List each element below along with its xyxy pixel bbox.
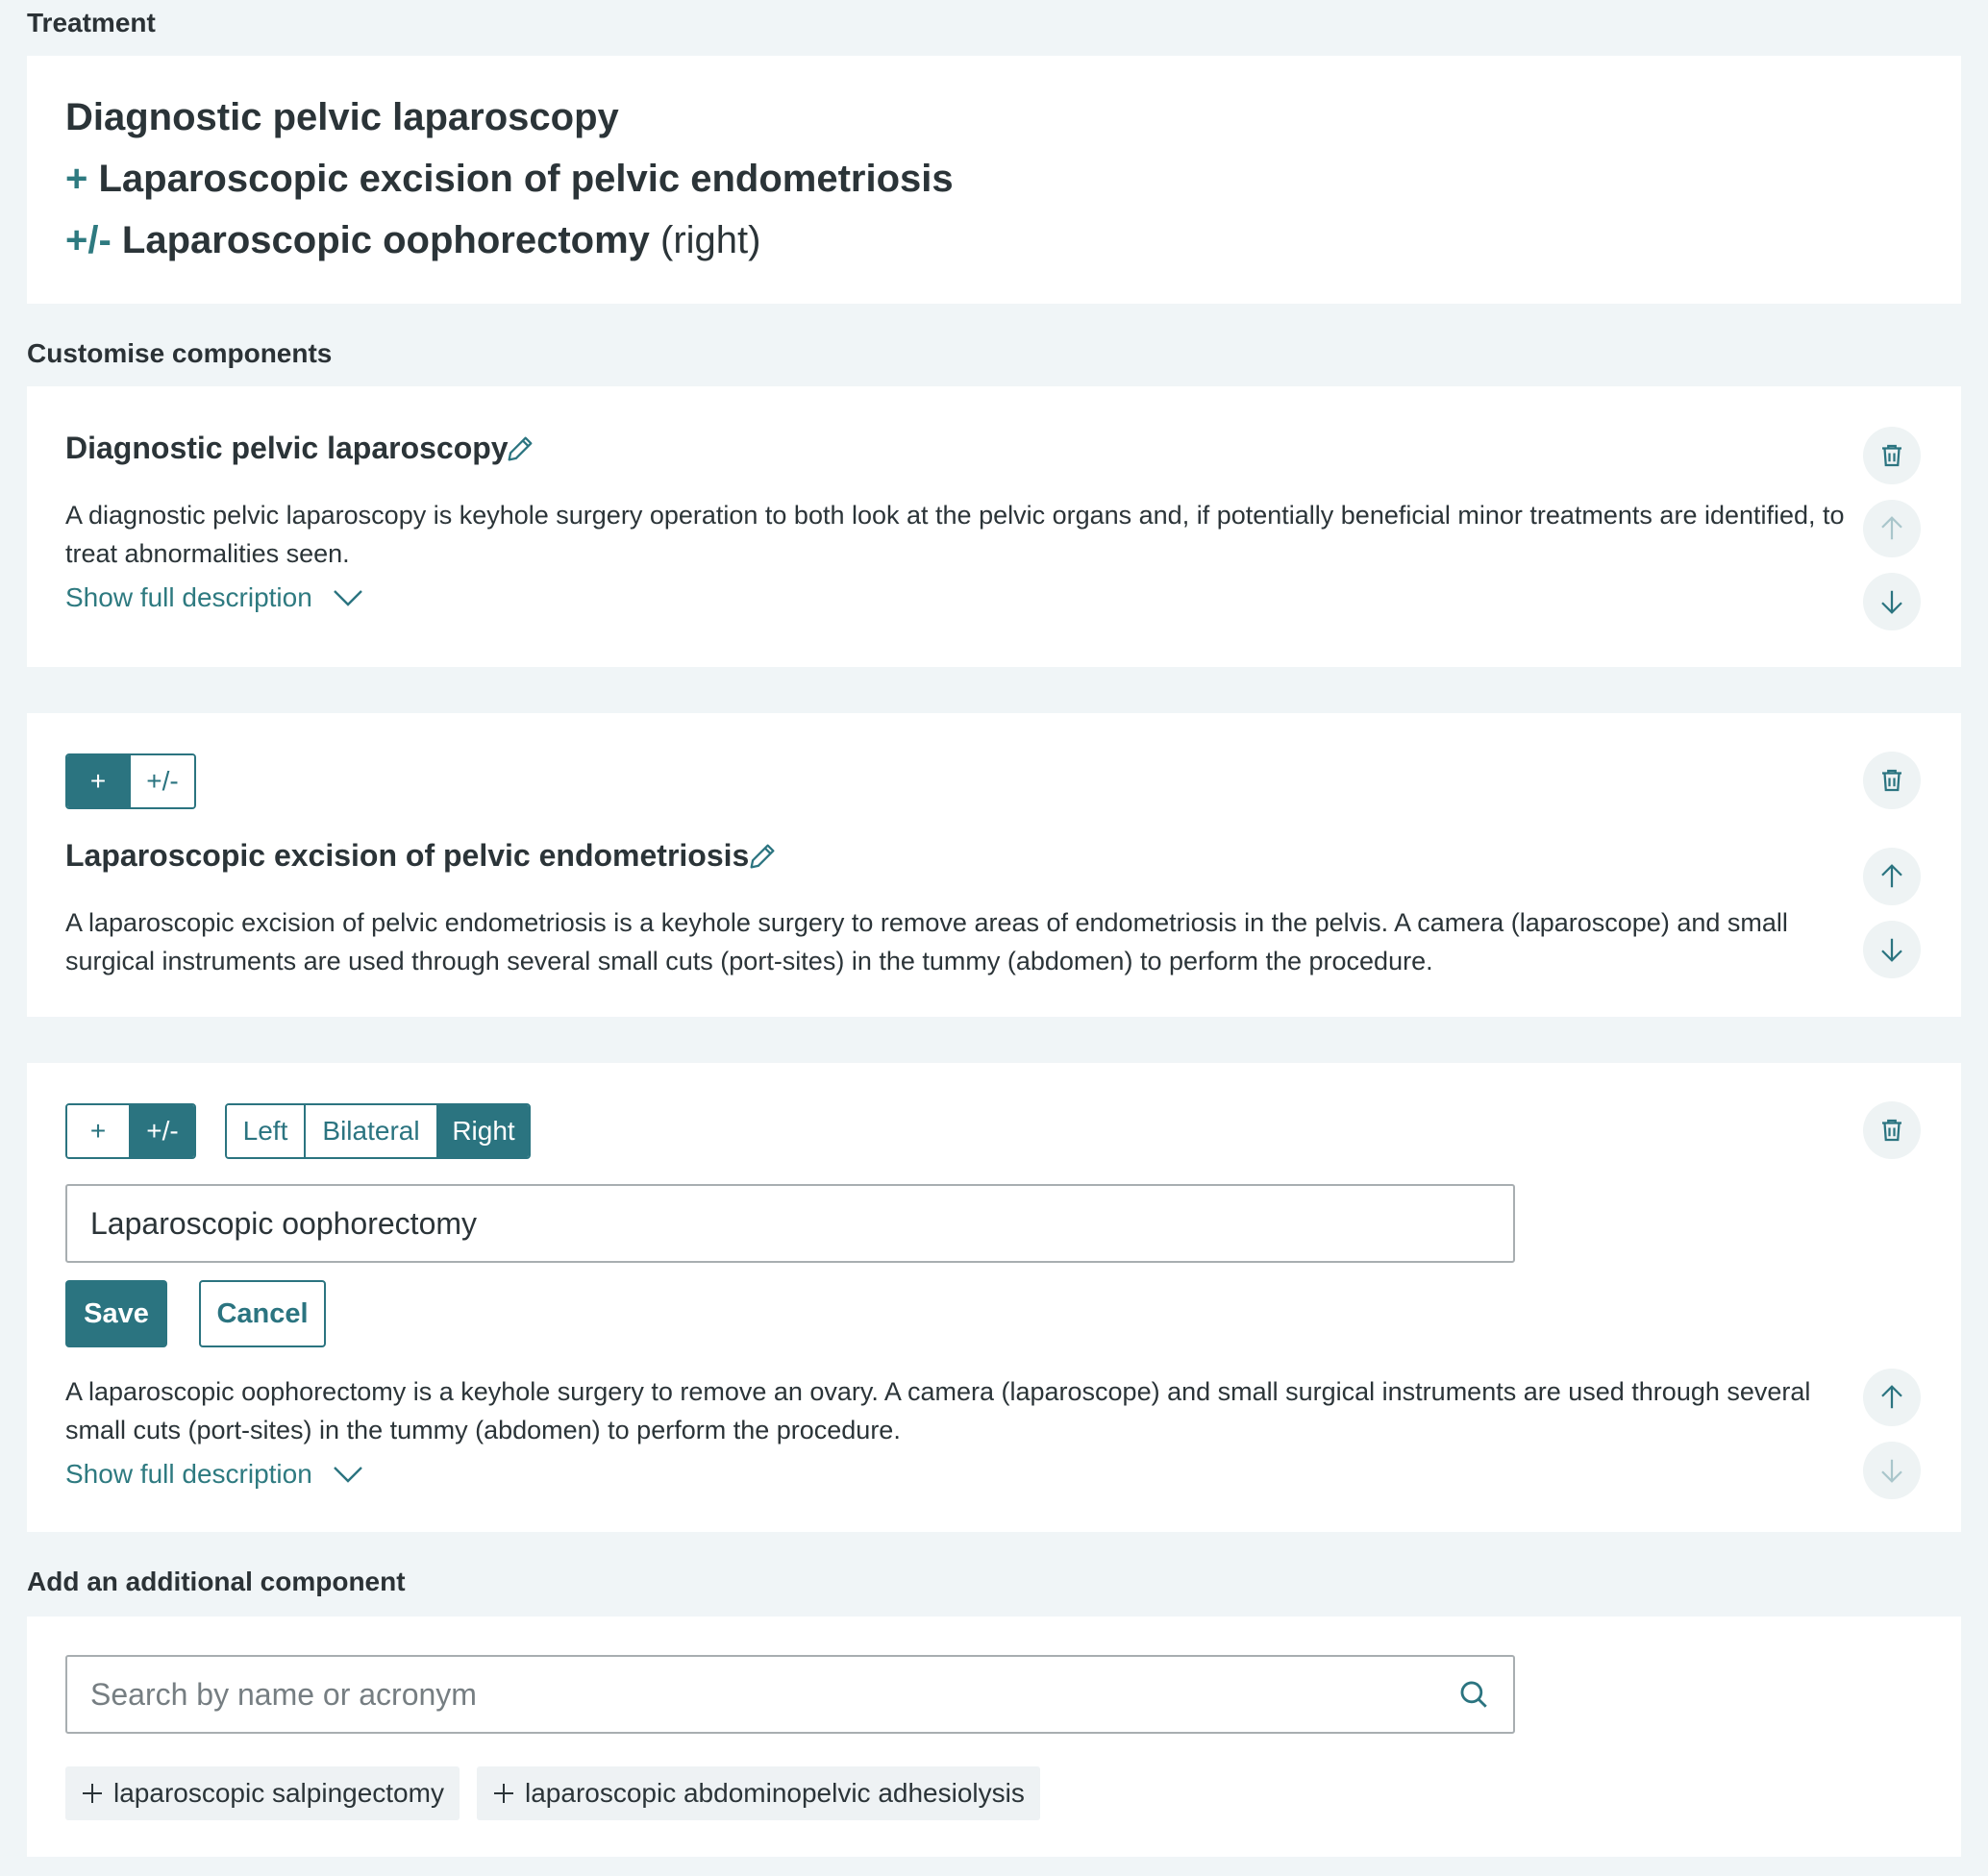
connector-toggle: [65, 753, 196, 809]
treatment-line: [65, 158, 954, 201]
show-full-description-link[interactable]: [65, 1459, 364, 1490]
trash-icon: [1877, 766, 1906, 795]
show-full-description-label: Show full description: [65, 582, 312, 612]
connector-plus-option[interactable]: +: [67, 755, 129, 807]
delete-button[interactable]: [1863, 1101, 1921, 1159]
suggestion-chip[interactable]: [477, 1766, 1040, 1820]
treatment-summary-card: [27, 56, 1961, 304]
side-left-option[interactable]: Left: [227, 1105, 304, 1157]
component-search-input[interactable]: [65, 1655, 1515, 1734]
chevron-down-icon: [332, 1465, 364, 1484]
suggestion-label: laparoscopic abdominopelvic adhesiolysis: [525, 1778, 1025, 1808]
component-description: A laparoscopic excision of pelvic endometriosis is a keyhole surgery to remove areas of endometriosis in the pelvis. A camera (laparoscope) and small surgical instruments are used through several small cuts (port-sites) in the tummy (abdomen) to perform the procedure.: [65, 908, 1788, 975]
component-name-input[interactable]: [65, 1184, 1515, 1263]
component-description: A laparoscopic oophorectomy is a keyhole surgery to remove an ovary. A camera (laparoscope) and small surgical instruments are used through several small cuts (port-sites) in the tummy (abdomen) to perform the procedure.: [65, 1377, 1811, 1444]
connector-plus-minus-option[interactable]: +/-: [129, 1105, 194, 1157]
side-right-option[interactable]: Right: [436, 1105, 529, 1157]
arrow-up-icon: [1877, 862, 1906, 891]
side-toggle: [225, 1103, 531, 1159]
plus-icon: [81, 1782, 104, 1805]
move-up-button[interactable]: [1863, 500, 1921, 557]
connector-plus-minus-option[interactable]: +/-: [129, 755, 194, 807]
arrow-down-icon: [1877, 935, 1906, 964]
arrow-down-icon: [1877, 587, 1906, 616]
treatment-line-prefix: +: [65, 158, 88, 200]
treatment-line-side: (right): [660, 219, 761, 261]
arrow-up-icon: [1877, 514, 1906, 543]
connector-plus-option[interactable]: +: [67, 1105, 129, 1157]
component-title: Diagnostic pelvic laparoscopy: [65, 431, 509, 465]
move-down-button[interactable]: [1863, 1442, 1921, 1499]
chevron-down-icon: [332, 588, 364, 607]
customise-heading: Customise components: [27, 338, 333, 368]
add-component-heading: Add an additional component: [27, 1567, 406, 1596]
treatment-line-prefix: +/-: [65, 219, 112, 261]
suggestion-label: laparoscopic salpingectomy: [113, 1778, 444, 1808]
treatment-line-name: Laparoscopic oophorectomy: [121, 219, 650, 261]
show-full-description-link[interactable]: [65, 582, 364, 613]
connector-toggle: [65, 1103, 196, 1159]
search-icon[interactable]: [1457, 1678, 1490, 1711]
move-up-button[interactable]: [1863, 848, 1921, 905]
component-description: A diagnostic pelvic laparoscopy is keyhole surgery operation to both look at the pelvic organs and, if potentially beneficial minor treatments are identified, to treat abnormalities seen.: [65, 501, 1845, 568]
treatment-line: [65, 96, 619, 139]
treatment-line: [65, 219, 760, 262]
delete-button[interactable]: [1863, 752, 1921, 809]
delete-button[interactable]: [1863, 427, 1921, 484]
pencil-icon[interactable]: [504, 432, 536, 465]
arrow-up-icon: [1877, 1383, 1906, 1412]
show-full-description-label: Show full description: [65, 1459, 312, 1489]
trash-icon: [1877, 1116, 1906, 1145]
trash-icon: [1877, 441, 1906, 470]
component-card: [27, 386, 1961, 667]
component-card: [27, 1063, 1961, 1532]
cancel-button[interactable]: Cancel: [199, 1280, 326, 1347]
arrow-down-icon: [1877, 1456, 1906, 1485]
treatment-line-name: Diagnostic pelvic laparoscopy: [65, 96, 619, 138]
treatment-line-name: Laparoscopic excision of pelvic endometriosis: [98, 158, 954, 200]
move-up-button[interactable]: [1863, 1369, 1921, 1426]
move-down-button[interactable]: [1863, 573, 1921, 630]
move-down-button[interactable]: [1863, 921, 1921, 978]
suggestion-chip[interactable]: [65, 1766, 460, 1820]
component-title: Laparoscopic excision of pelvic endometriosis: [65, 838, 750, 873]
treatment-heading: Treatment: [27, 8, 156, 37]
save-button[interactable]: Save: [65, 1280, 167, 1347]
component-card: [27, 713, 1961, 1017]
pencil-icon[interactable]: [746, 840, 779, 873]
side-bilateral-option[interactable]: Bilateral: [304, 1105, 436, 1157]
add-component-card: [27, 1617, 1961, 1857]
plus-icon: [492, 1782, 515, 1805]
